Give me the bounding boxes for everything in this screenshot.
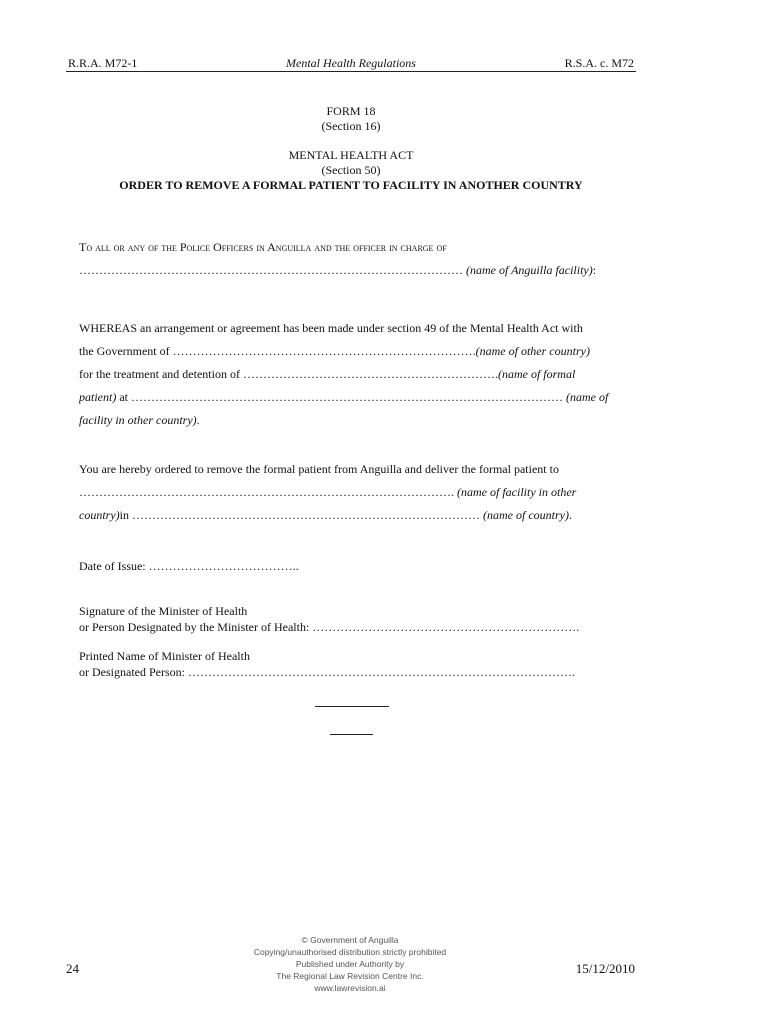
footer-centre: The Regional Law Revision Centre Inc. (276, 971, 424, 981)
field-label: facility in other country) (79, 413, 197, 427)
whereas-paragraph (79, 317, 639, 432)
address-paragraph (79, 236, 639, 282)
printed-name-block (79, 648, 639, 680)
field-label: patient) (79, 390, 117, 404)
address-facility-line (79, 259, 639, 282)
order-line-3 (79, 504, 639, 527)
field-label: country) (79, 508, 120, 522)
punctuation: . (568, 508, 572, 522)
page-number: 24 (66, 961, 79, 976)
footer-notice: Copying/unauthorised distribution strictly prohibited (253, 947, 447, 957)
printed-name-line-2: or Designated Person: ……………………………………………………………………………………. (79, 665, 575, 679)
whereas-line-5 (79, 409, 639, 432)
punctuation: : (592, 263, 597, 277)
whereas-line-4 (79, 386, 639, 409)
order-line-3-text: in …………………………………………………………………………… (119, 508, 480, 522)
footer-website: www.lawrevision.ai (314, 983, 386, 993)
form-section: (Section 16) (321, 119, 381, 133)
footer-publication-notice (200, 934, 500, 994)
signature-line-1: Signature of the Minister of Health (79, 604, 248, 618)
field-label: (name of formal (497, 367, 576, 381)
act-heading (66, 148, 636, 193)
act-section: (Section 50) (321, 163, 381, 177)
order-paragraph (79, 458, 639, 527)
whereas-line-3 (79, 363, 639, 386)
dotted-blank: …………………………………………………………………………………… (79, 263, 463, 277)
whereas-line-4-text: at ……………………………………………………………………………………………… (116, 390, 563, 404)
end-rule-long (315, 706, 389, 707)
address-line: To all or any of the Police Officers in Anguilla and the officer in charge of (79, 240, 447, 254)
punctuation: . (196, 413, 200, 427)
end-rule-short (330, 734, 373, 735)
field-label: (name of facility in other (457, 485, 577, 499)
header-title: Mental Health Regulations (286, 56, 416, 70)
footer-date: 15/12/2010 (575, 961, 635, 976)
act-name: MENTAL HEALTH ACT (288, 148, 414, 162)
whereas-line-1: WHEREAS an arrangement or agreement has been made under section 49 of the Mental Health Act with (79, 321, 583, 335)
footer-copyright: © Government of Anguilla (301, 935, 399, 945)
header-right-reference: R.S.A. c. M72 (564, 56, 634, 70)
running-header (66, 56, 636, 72)
form-number: FORM 18 (326, 104, 376, 118)
field-label: (name of Anguilla facility) (466, 263, 593, 277)
whereas-line-3-text: for the treatment and detention of ………………………………………………………. (79, 367, 498, 381)
header-left-reference: R.R.A. M72-1 (68, 56, 138, 70)
date-of-issue-field (79, 555, 639, 578)
date-of-issue-label: Date of Issue: ……………………………….. (79, 559, 299, 573)
field-label: (name of other country) (475, 344, 590, 358)
whereas-line-2-text: the Government of …………………………………………………………………. (79, 344, 476, 358)
footer-published: Published under Authority by (295, 959, 405, 969)
printed-name-line-1: Printed Name of Minister of Health (79, 649, 250, 663)
field-label: (name of (566, 390, 609, 404)
order-line-2 (79, 481, 639, 504)
signature-block (79, 603, 639, 635)
whereas-line-2 (79, 340, 639, 363)
form-heading (66, 104, 636, 134)
order-line-2-text: …………………………………………………………………………………. (79, 485, 454, 499)
signature-line-2: or Person Designated by the Minister of Health: …………………………………………………………. (79, 620, 580, 634)
order-line-1: You are hereby ordered to remove the formal patient from Anguilla and deliver the formal patient to (79, 462, 559, 476)
field-label: (name of country) (483, 508, 569, 522)
form-title: ORDER TO REMOVE A FORMAL PATIENT TO FACILITY IN ANOTHER COUNTRY (119, 178, 583, 192)
